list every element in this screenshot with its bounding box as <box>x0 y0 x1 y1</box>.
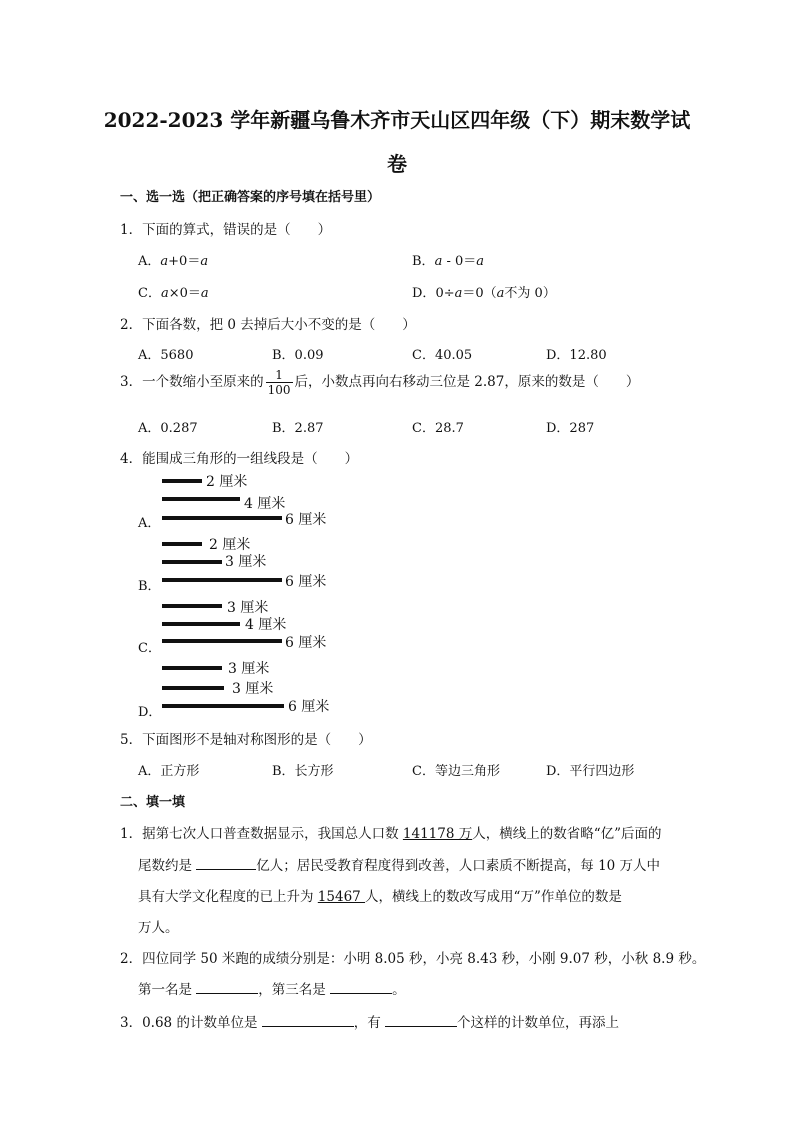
q1-a-op: +0＝ <box>168 254 201 269</box>
q1-b-var2: a <box>476 254 485 269</box>
q3-option-a: A．0.287 <box>138 421 198 436</box>
q3-option-c: C．28.7 <box>412 421 464 436</box>
q4-c-label-2: 4 厘米 <box>245 617 287 633</box>
q5-option-b: B．长方形 <box>272 764 334 779</box>
question-2-stem: 2．下面各数，把 0 去掉后大小不变的是（ ） <box>120 317 416 333</box>
page-title-line2: 卷 <box>387 152 407 176</box>
q2-option-a: A．5680 <box>138 348 194 363</box>
q4-c-label-1: 3 厘米 <box>227 600 269 616</box>
question-5-stem: 5．下面图形不是轴对称图形的是（ ） <box>120 732 372 748</box>
q4-d-segment-1 <box>162 666 222 670</box>
q4-option-b-letter: B． <box>138 579 161 594</box>
f1-l2-post: 亿人；居民受教育程度得到改善，人口素质不断提高，每 10 万人中 <box>256 858 661 874</box>
q1-b-letter: B． <box>412 254 435 269</box>
q3-fraction <box>266 368 293 397</box>
q5-option-c: C．等边三角形 <box>412 764 500 779</box>
q3-stem-post: 后，小数点再向右移动三位是 2.87，原来的数是（ ） <box>294 374 640 390</box>
q1-c-var2: a <box>200 286 209 301</box>
q3-frac-denominator: 100 <box>267 383 291 397</box>
fill-3-line1 <box>120 1011 619 1031</box>
q4-b-label-2: 3 厘米 <box>225 554 267 570</box>
fill-1-line4: 万人。 <box>138 920 179 936</box>
q1-option-c <box>138 282 209 301</box>
q4-b-segment-2 <box>162 560 222 564</box>
f1-l1-pre: 1．据第七次人口普查数据显示，我国总人口数 <box>120 826 403 842</box>
q4-c-segment-3 <box>162 639 282 643</box>
f1-l3-pre: 具有大学文化程度的已上升为 <box>138 889 318 905</box>
q1-option-a <box>138 250 208 269</box>
q1-d-pre: 0÷ <box>435 286 455 301</box>
q1-d-var2: a <box>496 286 505 301</box>
q1-option-d <box>412 282 556 301</box>
q4-d-label-1: 3 厘米 <box>228 661 270 677</box>
f1-underlined-number-2: 15467 <box>317 889 366 905</box>
f1-l1-post: 人，横线上的数省略“亿”后面的 <box>472 826 662 842</box>
q4-d-label-3: 6 厘米 <box>288 699 330 715</box>
q4-option-c-letter: C． <box>138 641 161 656</box>
f1-l2-pre: 尾数约是 <box>138 858 197 874</box>
fill-1-line3 <box>138 885 622 905</box>
f2-l2-pre: 第一名是 <box>138 982 197 998</box>
f2-l2-post: 。 <box>392 982 406 998</box>
f3-mid: ，有 <box>353 1015 386 1031</box>
q4-b-label-1: 2 厘米 <box>209 537 251 553</box>
q4-option-d-letter: D． <box>138 705 162 720</box>
q4-c-segment-2 <box>162 622 240 626</box>
q3-option-b: B．2.87 <box>272 421 324 436</box>
q1-c-letter: C． <box>138 286 161 301</box>
f2-l2-mid: ，第三名是 <box>258 982 331 998</box>
q4-a-segment-1 <box>162 479 202 483</box>
f3-post: 个这样的计数单位，再添上 <box>457 1015 620 1031</box>
q5-option-d: D．平行四边形 <box>546 764 635 779</box>
q1-a-var2: a <box>200 254 209 269</box>
f3-answer-blank-2[interactable] <box>385 1012 457 1027</box>
q2-option-d: D．12.80 <box>546 348 607 363</box>
q4-a-segment-3 <box>162 516 282 520</box>
q1-a-letter: A． <box>138 254 161 269</box>
fill-1-line2 <box>138 854 660 874</box>
question-3-stem <box>120 368 639 397</box>
q4-b-label-3: 6 厘米 <box>285 574 327 590</box>
section-heading-fill: 二、填一填 <box>120 795 186 810</box>
q4-a-label-2: 4 厘米 <box>244 496 286 512</box>
q1-d-mid: ＝0（ <box>462 286 497 301</box>
q1-a-var1: a <box>160 254 169 269</box>
f1-l3-post: 人，横线上的数改写成用“万”作单位的数是 <box>365 889 622 905</box>
q1-c-var1: a <box>160 286 169 301</box>
q3-stem-pre: 3．一个数缩小至原来的 <box>120 374 264 390</box>
q4-a-label-3: 6 厘米 <box>285 512 327 528</box>
page-title-line1: 2022-2023 学年新疆乌鲁木齐市天山区四年级（下）期末数学试 <box>103 108 691 132</box>
q1-d-post: 不为 0） <box>504 286 556 301</box>
q4-d-label-2: 3 厘米 <box>232 681 274 697</box>
f1-answer-blank-1[interactable] <box>196 855 256 870</box>
q5-option-a: A．正方形 <box>138 764 200 779</box>
q4-b-segment-1 <box>162 542 202 546</box>
q1-b-op: - 0＝ <box>442 254 477 269</box>
f1-underlined-number: 141178 万 <box>402 826 473 842</box>
q3-option-d: D．287 <box>546 421 595 436</box>
q1-d-var1: a <box>454 286 463 301</box>
q1-c-op: ×0＝ <box>168 286 201 301</box>
q1-b-var1: a <box>434 254 443 269</box>
q4-b-segment-3 <box>162 578 282 582</box>
q4-d-segment-2 <box>162 686 224 690</box>
q4-c-label-3: 6 厘米 <box>285 635 327 651</box>
f2-answer-blank-2[interactable] <box>330 979 392 994</box>
fill-2-line1: 2．四位同学 50 米跑的成绩分别是：小明 8.05 秒，小亮 8.43 秒，小刚 9.07 秒，小秋 8.9 秒。 <box>120 951 706 967</box>
q4-c-segment-1 <box>162 604 222 608</box>
q1-d-letter: D． <box>412 286 436 301</box>
f3-pre: 3．0.68 的计数单位是 <box>120 1015 262 1031</box>
q4-a-segment-2 <box>162 497 240 501</box>
q4-option-a-letter: A． <box>138 516 161 531</box>
f3-answer-blank-1[interactable] <box>262 1012 354 1027</box>
q3-frac-numerator: 1 <box>266 368 293 383</box>
section-heading-choice: 一、选一选（把正确答案的序号填在括号里） <box>120 190 381 205</box>
f2-answer-blank-1[interactable] <box>196 979 258 994</box>
question-4-stem: 4．能围成三角形的一组线段是（ ） <box>120 451 359 467</box>
q4-d-segment-3 <box>162 704 284 708</box>
fill-2-line2 <box>138 978 406 998</box>
fill-1-line1 <box>120 822 662 842</box>
question-1-stem: 1．下面的算式，错误的是（ ） <box>120 222 332 238</box>
q2-option-c: C．40.05 <box>412 348 473 363</box>
q4-a-label-1: 2 厘米 <box>206 474 248 490</box>
q2-option-b: B．0.09 <box>272 348 324 363</box>
q1-option-b <box>412 250 484 269</box>
